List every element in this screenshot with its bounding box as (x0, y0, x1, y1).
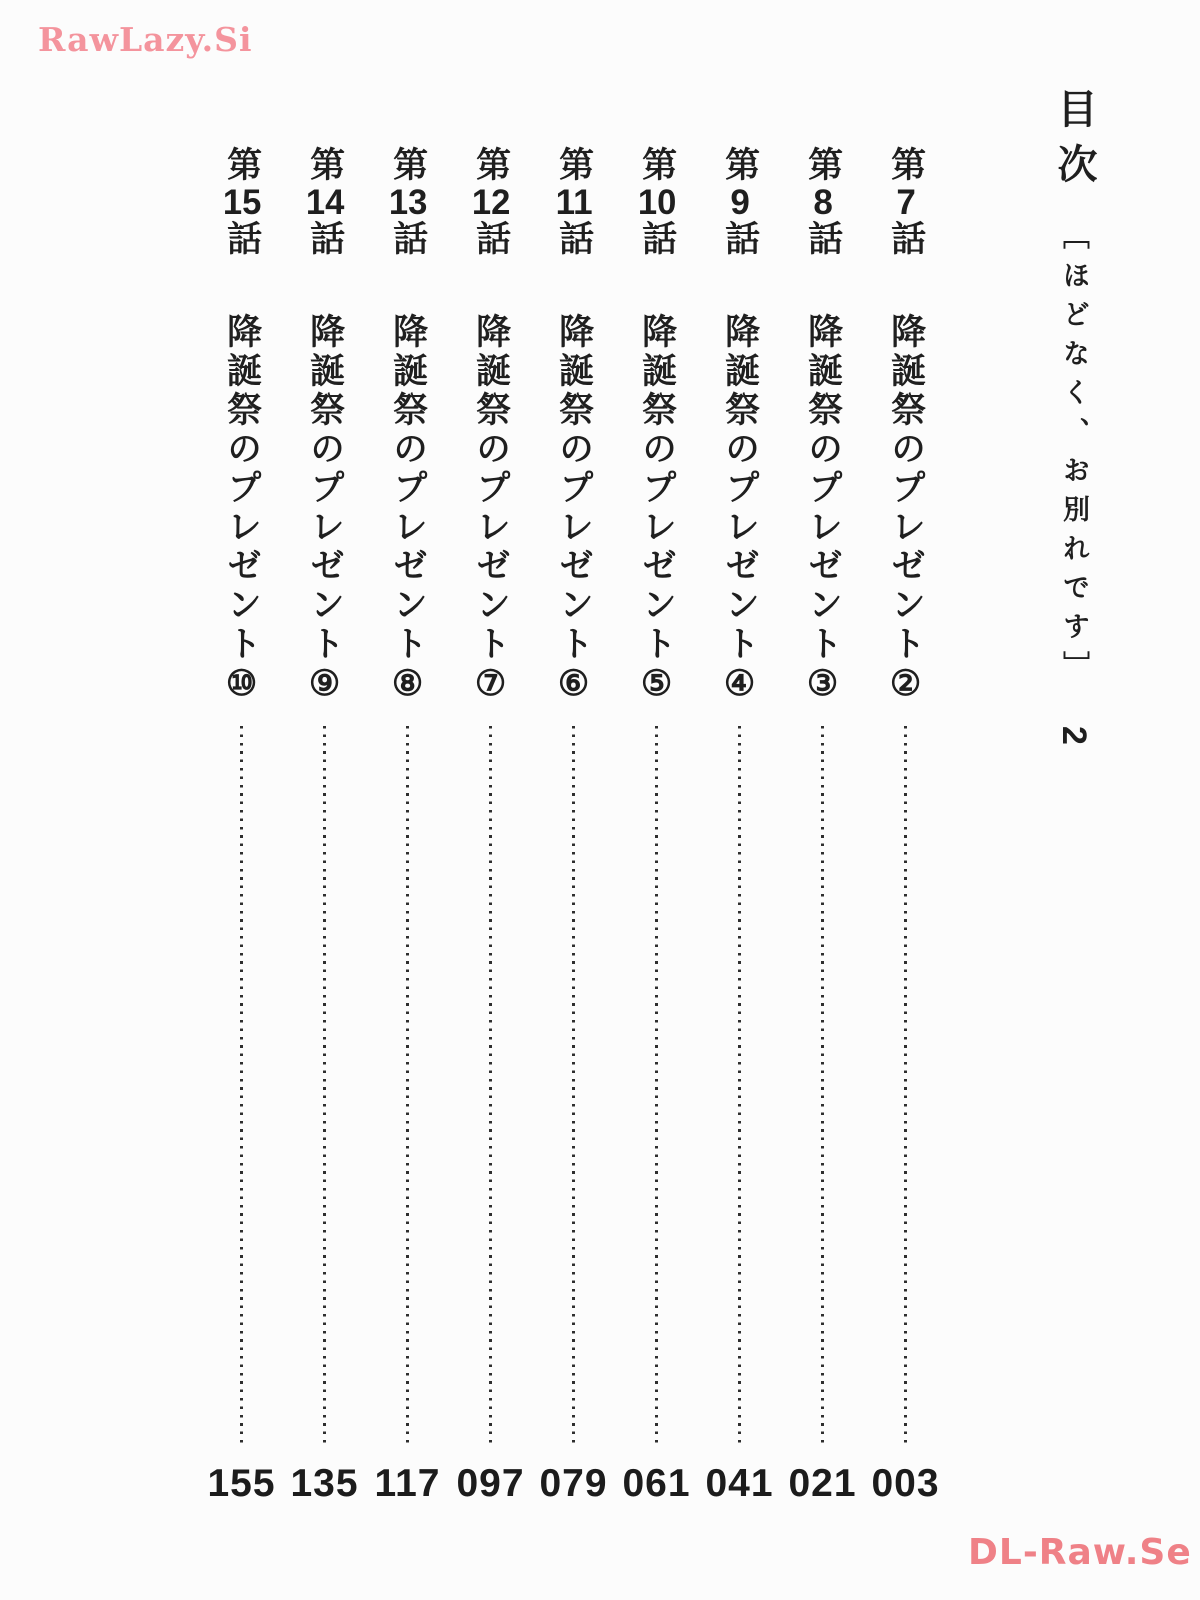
watermark-dl-raw-se: DL-Raw.Se (968, 1532, 1192, 1573)
chapter-title (885, 313, 925, 708)
toc-title: 目次 (1052, 88, 1096, 198)
part-number-badge: ⑦ (471, 664, 511, 708)
chapter-suffix: 話 (222, 220, 262, 259)
dotted-leader (655, 726, 658, 1448)
part-number-badge: ④ (720, 664, 760, 708)
chapter-title-text: 降誕祭のプレゼント (388, 313, 428, 664)
page-number: 041 (705, 1462, 774, 1505)
chapter-suffix: 話 (554, 220, 594, 259)
page-number: 117 (374, 1462, 441, 1505)
chapter-label (802, 146, 842, 259)
chapter-label (636, 146, 676, 259)
part-number-badge: ⑧ (388, 664, 428, 708)
chapter-number: 11 (555, 185, 593, 220)
page-number: 061 (622, 1462, 691, 1505)
chapter-number: 14 (305, 185, 345, 220)
chapter-number: 13 (388, 185, 428, 220)
chapter-title (553, 313, 593, 708)
dotted-leader (240, 726, 243, 1448)
chapter-entry (366, 146, 449, 1506)
chapter-entry (200, 146, 283, 1506)
dotted-leader (572, 726, 575, 1448)
watermark-rawlazy-si: RawLazy.Si (38, 20, 253, 59)
page-number: 135 (290, 1462, 359, 1505)
part-number-badge: ⑨ (305, 664, 345, 708)
chapter-entry (781, 146, 864, 1506)
chapter-entry (283, 146, 366, 1506)
chapter-list (200, 146, 947, 1506)
dotted-leader (821, 726, 824, 1448)
chapter-entry (532, 146, 615, 1506)
page-number: 003 (871, 1462, 940, 1505)
chapter-title (636, 313, 676, 708)
chapter-number: 10 (637, 185, 677, 220)
page-number: 021 (788, 1462, 857, 1505)
chapter-title-text: 降誕祭のプレゼント (720, 313, 760, 664)
chapter-prefix: 第 (305, 146, 345, 185)
chapter-number: 15 (222, 185, 262, 220)
chapter-prefix: 第 (720, 146, 760, 185)
chapter-label (553, 146, 593, 259)
chapter-suffix: 話 (388, 220, 428, 259)
chapter-suffix: 話 (305, 220, 345, 259)
dotted-leader (904, 726, 907, 1448)
part-number-badge: ③ (803, 664, 843, 708)
part-number-badge: ⑩ (222, 664, 262, 708)
chapter-entry (864, 146, 947, 1506)
chapter-title-text: 降誕祭のプレゼント (803, 313, 843, 664)
chapter-title (304, 313, 344, 708)
chapter-number: 8 (813, 185, 833, 220)
chapter-title-text: 降誕祭のプレゼント (637, 313, 677, 664)
chapter-entry (449, 146, 532, 1506)
chapter-prefix: 第 (886, 146, 926, 185)
chapter-title-text: 降誕祭のプレゼント (886, 313, 926, 664)
part-number-badge: ⑤ (637, 664, 677, 708)
chapter-suffix: 話 (886, 220, 926, 259)
page-number: 155 (207, 1462, 276, 1505)
page-number: 097 (456, 1462, 525, 1505)
chapter-prefix: 第 (637, 146, 677, 185)
chapter-number: 12 (471, 185, 511, 220)
chapter-title-text: 降誕祭のプレゼント (554, 313, 594, 664)
chapter-title-text: 降誕祭のプレゼント (222, 313, 262, 664)
chapter-title (802, 313, 842, 708)
chapter-suffix: 話 (471, 220, 511, 259)
chapter-label (885, 146, 925, 259)
dotted-leader (406, 726, 409, 1448)
dotted-leader (489, 726, 492, 1448)
chapter-number: 9 (730, 185, 750, 220)
chapter-prefix: 第 (803, 146, 843, 185)
chapter-number: 7 (896, 185, 916, 220)
dotted-leader (323, 726, 326, 1448)
chapter-title (719, 313, 759, 708)
chapter-label (470, 146, 510, 259)
book-title: ［ほどなく、お別れです］ (1059, 222, 1089, 690)
chapter-suffix: 話 (720, 220, 760, 259)
part-number-badge: ② (886, 664, 926, 708)
chapter-suffix: 話 (637, 220, 677, 259)
chapter-suffix: 話 (803, 220, 843, 259)
chapter-prefix: 第 (471, 146, 511, 185)
chapter-title (387, 313, 427, 708)
chapter-label (719, 146, 759, 259)
chapter-title (470, 313, 510, 708)
chapter-prefix: 第 (554, 146, 594, 185)
chapter-title-text: 降誕祭のプレゼント (471, 313, 511, 664)
chapter-prefix: 第 (388, 146, 428, 185)
chapter-title-text: 降誕祭のプレゼント (305, 313, 345, 664)
chapter-entry (698, 146, 781, 1506)
chapter-prefix: 第 (222, 146, 262, 185)
page-number: 079 (539, 1462, 608, 1505)
chapter-label (387, 146, 427, 259)
chapter-title (221, 313, 261, 708)
volume-number: 2 (1055, 726, 1093, 745)
toc-header (1034, 88, 1114, 808)
part-number-badge: ⑥ (554, 664, 594, 708)
chapter-label (304, 146, 344, 259)
chapter-label (221, 146, 261, 259)
dotted-leader (738, 726, 741, 1448)
chapter-entry (615, 146, 698, 1506)
